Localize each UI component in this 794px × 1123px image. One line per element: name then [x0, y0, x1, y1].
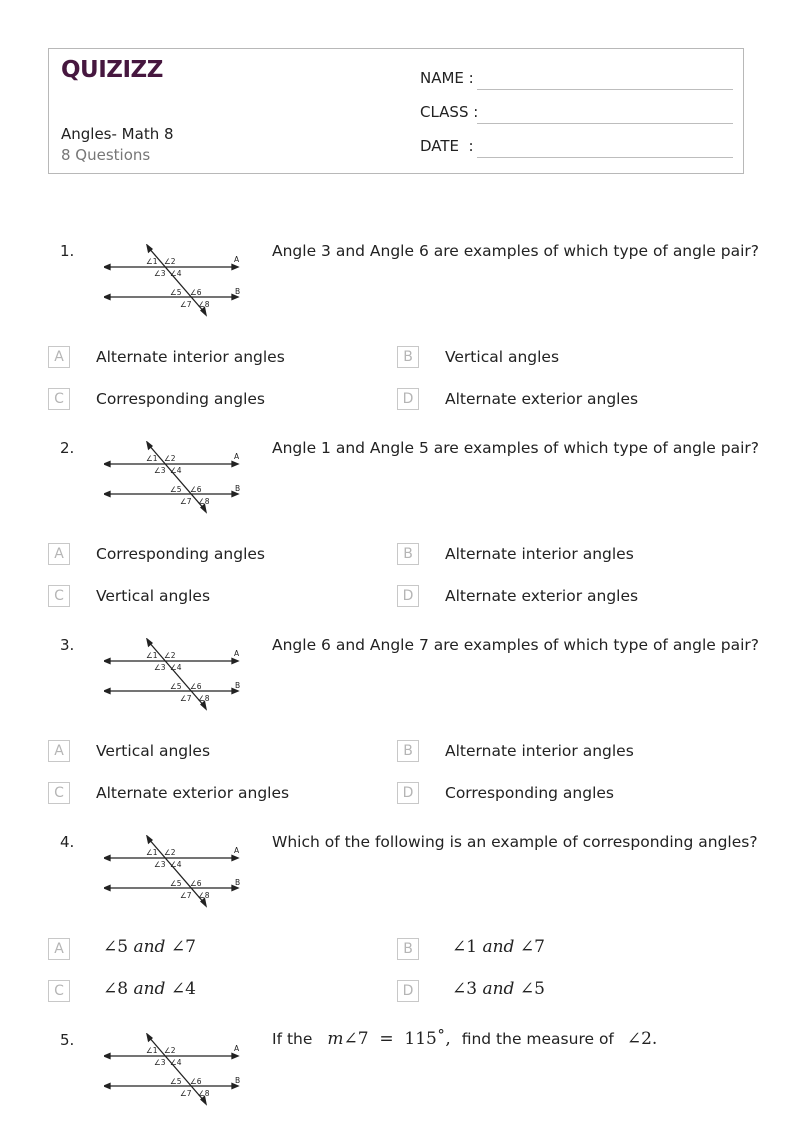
option-text-b[interactable]: Alternate interior angles [445, 545, 634, 563]
angle-label-1: ∠1 [146, 848, 158, 857]
angle-label-1: ∠1 [146, 257, 158, 266]
angle-term: ∠7 [170, 937, 196, 957]
option-text-c[interactable]: Alternate exterior angles [96, 784, 290, 802]
angle-label-7: ∠7 [180, 1089, 192, 1098]
option-letter-b[interactable]: B [397, 938, 419, 960]
conjunction: and [133, 937, 166, 957]
parallel-lines-figure [104, 835, 244, 911]
angle-label-1: ∠1 [146, 651, 158, 660]
angle-term: ∠1 [452, 937, 478, 957]
parallel-lines-figure [104, 1033, 244, 1109]
angle-term: ∠7 [343, 1029, 369, 1049]
angle-term: ∠5 [519, 979, 545, 999]
question-mid-text: find the measure of [461, 1030, 614, 1048]
quizizz-logo: QUIZIZZ [61, 57, 163, 83]
angle-label-8: ∠8 [198, 891, 210, 900]
angle-term: ∠5 [103, 937, 129, 957]
angle-label-7: ∠7 [180, 891, 192, 900]
angle-value: 115˚, [404, 1029, 451, 1049]
option-letter-c[interactable]: C [48, 782, 70, 804]
angle-term: ∠3 [452, 979, 478, 999]
angle-label-3: ∠3 [154, 1058, 166, 1067]
class-field[interactable] [477, 123, 733, 124]
question-text [272, 1029, 657, 1049]
angle-label-5: ∠5 [170, 485, 182, 494]
measure-symbol: m [327, 1029, 344, 1049]
line-label-b: B [235, 681, 241, 690]
option-math-c[interactable] [103, 979, 196, 999]
question-count: 8 Questions [61, 146, 151, 164]
option-math-d[interactable] [452, 979, 545, 999]
angle-label-3: ∠3 [154, 466, 166, 475]
line-label-b: B [235, 484, 241, 493]
line-label-a: A [234, 649, 240, 658]
angle-term: ∠4 [170, 979, 196, 999]
angle-label-3: ∠3 [154, 269, 166, 278]
question-number: 4. [60, 833, 75, 851]
target-angle: ∠2. [626, 1029, 658, 1049]
angle-label-7: ∠7 [180, 694, 192, 703]
date-label: DATE : [420, 137, 474, 155]
line-label-a: A [234, 846, 240, 855]
option-text-d[interactable]: Alternate exterior angles [445, 390, 639, 408]
option-letter-c[interactable]: C [48, 585, 70, 607]
angle-label-8: ∠8 [198, 300, 210, 309]
line-label-b: B [235, 287, 241, 296]
angle-label-5: ∠5 [170, 288, 182, 297]
option-letter-a[interactable]: A [48, 346, 70, 368]
option-letter-a[interactable]: A [48, 740, 70, 762]
question-text: Angle 1 and Angle 5 are examples of which type of angle pair? [272, 439, 759, 457]
question-text: Which of the following is an example of corresponding angles? [272, 833, 758, 851]
question-number: 3. [60, 636, 75, 654]
angle-label-4: ∠4 [170, 1058, 182, 1067]
option-math-a[interactable] [103, 937, 196, 957]
angle-label-5: ∠5 [170, 682, 182, 691]
angle-label-7: ∠7 [180, 497, 192, 506]
angle-label-3: ∠3 [154, 663, 166, 672]
question-prefix: If the [272, 1030, 313, 1048]
angle-label-6: ∠6 [190, 682, 202, 691]
parallel-lines-figure [104, 638, 244, 714]
option-text-a[interactable]: Vertical angles [96, 742, 211, 760]
angle-label-3: ∠3 [154, 860, 166, 869]
angle-term: ∠7 [519, 937, 545, 957]
conjunction: and [482, 979, 515, 999]
option-letter-c[interactable]: C [48, 388, 70, 410]
equals-sign: = [379, 1029, 394, 1049]
angle-label-4: ∠4 [170, 860, 182, 869]
question-figure [104, 441, 244, 521]
angle-label-1: ∠1 [146, 1046, 158, 1055]
angle-label-8: ∠8 [198, 1089, 210, 1098]
angle-label-2: ∠2 [164, 651, 176, 660]
angle-label-6: ∠6 [190, 1077, 202, 1086]
parallel-lines-figure [104, 244, 244, 320]
worksheet-header [48, 48, 744, 174]
option-letter-c[interactable]: C [48, 980, 70, 1002]
line-label-b: B [235, 1076, 241, 1085]
angle-label-4: ∠4 [170, 663, 182, 672]
name-label: NAME : [420, 69, 474, 87]
question-text: Angle 6 and Angle 7 are examples of which type of angle pair? [272, 636, 759, 654]
worksheet-title: Angles- Math 8 [61, 125, 174, 143]
angle-label-5: ∠5 [170, 879, 182, 888]
question-number: 2. [60, 439, 75, 457]
angle-label-1: ∠1 [146, 454, 158, 463]
question-figure [104, 1033, 244, 1113]
parallel-lines-figure [104, 441, 244, 517]
line-label-a: A [234, 452, 240, 461]
angle-label-6: ∠6 [190, 288, 202, 297]
option-text-b[interactable]: Vertical angles [445, 348, 560, 366]
option-letter-a[interactable]: A [48, 543, 70, 565]
angle-label-7: ∠7 [180, 300, 192, 309]
question-figure [104, 638, 244, 718]
conjunction: and [482, 937, 515, 957]
option-letter-d[interactable]: D [397, 980, 419, 1002]
angle-term: ∠8 [103, 979, 129, 999]
conjunction: and [133, 979, 166, 999]
option-text-a[interactable]: Corresponding angles [96, 545, 266, 563]
option-text-d[interactable]: Alternate exterior angles [445, 587, 639, 605]
angle-label-4: ∠4 [170, 466, 182, 475]
date-field[interactable] [477, 157, 733, 158]
option-letter-d[interactable]: D [397, 585, 419, 607]
name-field[interactable] [477, 89, 733, 90]
angle-label-6: ∠6 [190, 879, 202, 888]
question-figure [104, 835, 244, 915]
option-text-b[interactable]: Alternate interior angles [445, 742, 634, 760]
angle-label-2: ∠2 [164, 1046, 176, 1055]
option-letter-a[interactable]: A [48, 938, 70, 960]
line-label-a: A [234, 255, 240, 264]
line-label-a: A [234, 1044, 240, 1053]
angle-label-8: ∠8 [198, 497, 210, 506]
angle-label-8: ∠8 [198, 694, 210, 703]
option-text-c[interactable]: Vertical angles [96, 587, 211, 605]
option-letter-d[interactable]: D [397, 388, 419, 410]
question-text: Angle 3 and Angle 6 are examples of which type of angle pair? [272, 242, 759, 260]
option-math-b[interactable] [452, 937, 545, 957]
question-number: 5. [60, 1031, 75, 1049]
option-letter-b[interactable]: B [397, 346, 419, 368]
angle-label-6: ∠6 [190, 485, 202, 494]
math-expression [327, 1029, 450, 1049]
question-number: 1. [60, 242, 75, 260]
angle-label-5: ∠5 [170, 1077, 182, 1086]
line-label-b: B [235, 878, 241, 887]
option-text-c[interactable]: Corresponding angles [96, 390, 266, 408]
angle-label-2: ∠2 [164, 454, 176, 463]
angle-label-2: ∠2 [164, 257, 176, 266]
option-letter-d[interactable]: D [397, 782, 419, 804]
class-label: CLASS : [420, 103, 479, 121]
option-letter-b[interactable]: B [397, 543, 419, 565]
question-figure [104, 244, 244, 324]
option-letter-b[interactable]: B [397, 740, 419, 762]
option-text-a[interactable]: Alternate interior angles [96, 348, 285, 366]
option-text-d[interactable]: Corresponding angles [445, 784, 615, 802]
angle-label-4: ∠4 [170, 269, 182, 278]
angle-label-2: ∠2 [164, 848, 176, 857]
